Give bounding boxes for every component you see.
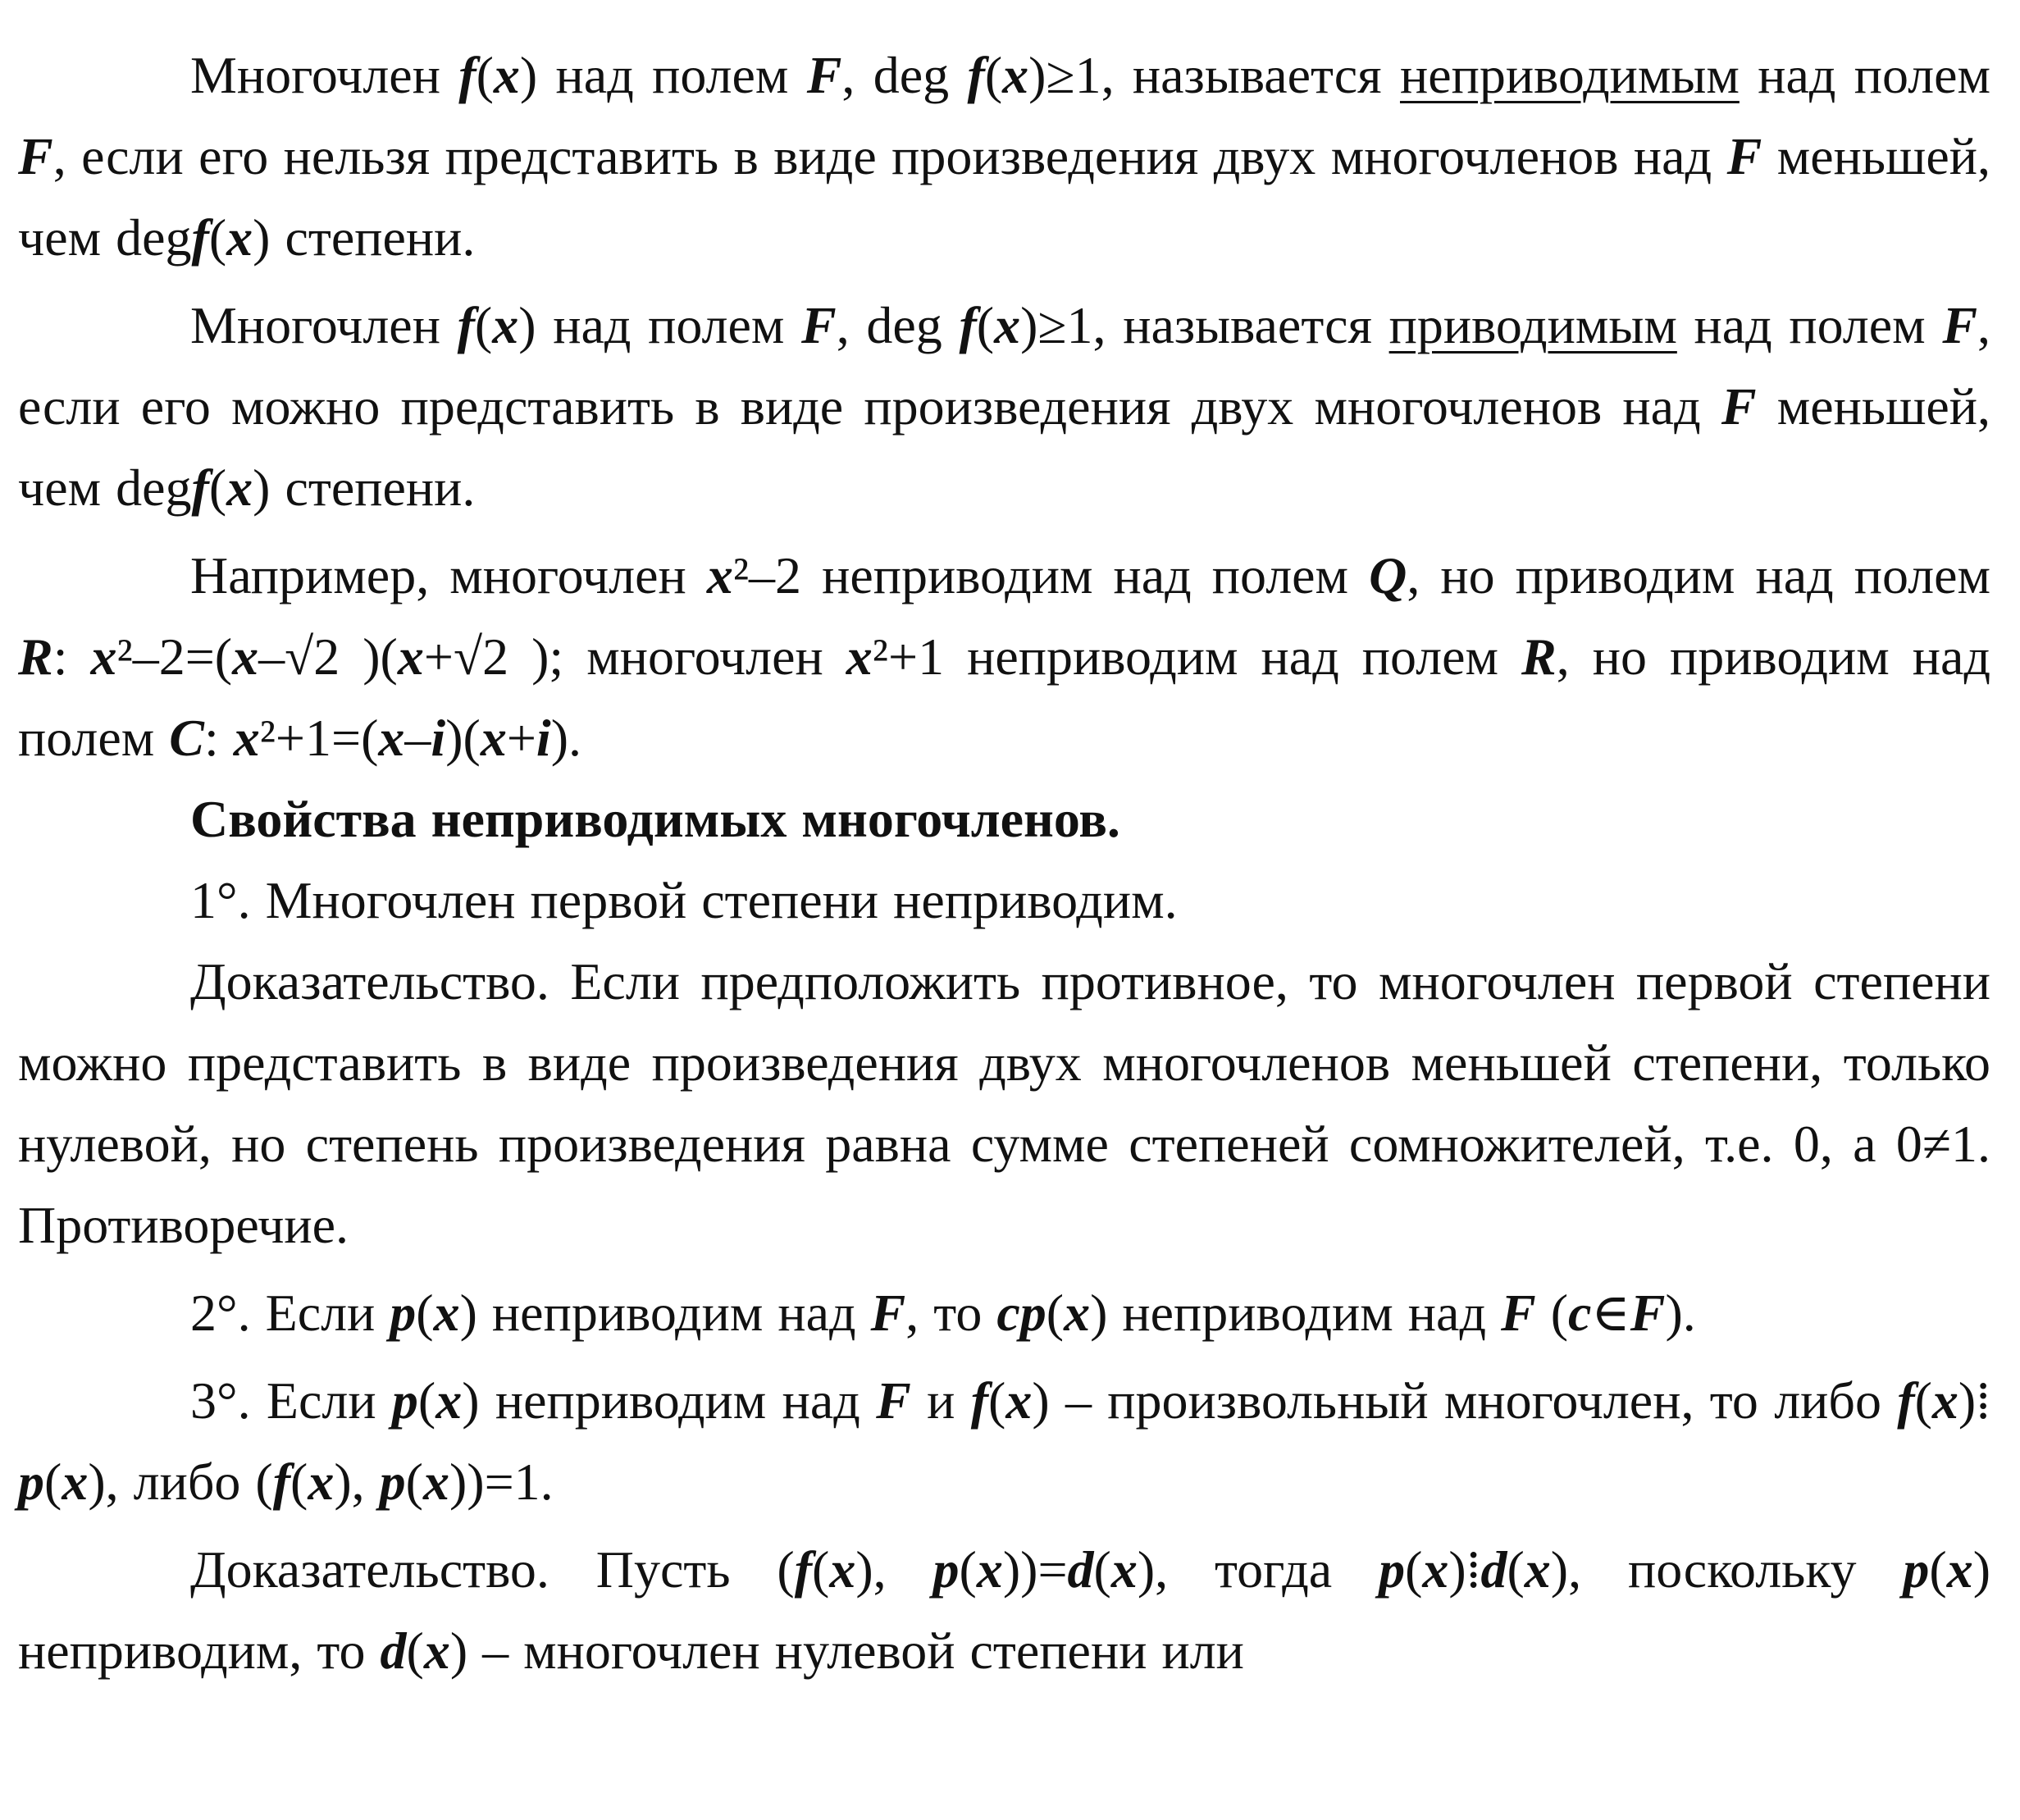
math-symbol: x bbox=[480, 709, 507, 767]
math-symbol: x bbox=[1002, 46, 1029, 104]
text: ). bbox=[1665, 1284, 1696, 1342]
text: ²–2=( bbox=[116, 627, 233, 686]
math-symbol: x bbox=[493, 46, 520, 104]
text: ), bbox=[334, 1453, 380, 1511]
text: : bbox=[52, 627, 91, 686]
math-symbol: x bbox=[492, 296, 519, 354]
math-symbol: Q bbox=[1369, 546, 1407, 604]
math-symbol: F bbox=[18, 127, 53, 185]
text: ( bbox=[208, 208, 227, 267]
text: , deg bbox=[836, 296, 960, 354]
math-symbol: R bbox=[18, 627, 53, 686]
math-symbol: F bbox=[876, 1371, 911, 1430]
math-symbol: x bbox=[1946, 1540, 1973, 1599]
text: 3°. Если bbox=[190, 1371, 392, 1430]
math-symbol: x bbox=[1064, 1284, 1091, 1342]
math-symbol: x bbox=[1005, 1371, 1033, 1430]
text: ( bbox=[1405, 1540, 1423, 1599]
text: над полем bbox=[1676, 296, 1943, 354]
math-symbol: x bbox=[226, 208, 253, 267]
text: ( bbox=[1093, 1540, 1111, 1599]
text: Многочлен bbox=[190, 46, 459, 104]
math-symbol: x bbox=[1110, 1540, 1138, 1599]
paragraph-definition-reducible bbox=[18, 285, 1990, 528]
text: + bbox=[506, 709, 536, 767]
proof-1: Доказательство. Если предположить противное, то многочлен первой степени можно представить в виде произведения двух многочленов меньшей степени, только нулевой, но степень произведения равна сумме степеней сомножителей, т.е. 0, а 0≠1. Противоречие. bbox=[18, 952, 1990, 1254]
math-symbol: p bbox=[1903, 1540, 1930, 1599]
text: )⁞ bbox=[1958, 1371, 1991, 1430]
math-symbol: d bbox=[380, 1622, 407, 1680]
text: ( bbox=[812, 1540, 830, 1599]
math-symbol: F bbox=[870, 1284, 906, 1342]
text: , то bbox=[905, 1284, 997, 1342]
math-symbol: p bbox=[391, 1371, 418, 1430]
math-symbol: x bbox=[226, 458, 253, 517]
text: ), либо ( bbox=[88, 1453, 273, 1511]
paragraph-definition-irreducible bbox=[18, 34, 1990, 278]
text: меньшей, чем deg bbox=[18, 377, 1991, 517]
text: ∈ bbox=[1591, 1284, 1630, 1342]
math-symbol: x bbox=[378, 709, 405, 767]
text: ) неприводим над bbox=[1090, 1284, 1501, 1342]
math-symbol: x bbox=[994, 296, 1021, 354]
text: ) над полем bbox=[519, 46, 807, 104]
math-symbol: f bbox=[967, 46, 985, 104]
text: ( bbox=[1046, 1284, 1065, 1342]
text: , но приводим над полем bbox=[1407, 546, 1991, 604]
text: ), тогда bbox=[1137, 1540, 1379, 1599]
math-symbol: x bbox=[1422, 1540, 1449, 1599]
math-symbol: cp bbox=[996, 1284, 1046, 1342]
text: ) над полем bbox=[518, 296, 802, 354]
text: Доказательство. Пусть ( bbox=[190, 1540, 795, 1599]
math-symbol: f bbox=[959, 296, 977, 354]
text: ( bbox=[476, 46, 494, 104]
text: ( bbox=[417, 1371, 436, 1430]
text: ( bbox=[416, 1284, 434, 1342]
math-symbol: x bbox=[308, 1453, 335, 1511]
math-symbol: x bbox=[976, 1540, 1003, 1599]
text: ( bbox=[1535, 1284, 1568, 1342]
math-symbol: x bbox=[422, 1453, 449, 1511]
math-symbol: i bbox=[536, 709, 551, 767]
text: Например, многочлен bbox=[190, 546, 707, 604]
math-symbol: x bbox=[232, 627, 259, 686]
math-symbol: f bbox=[1897, 1371, 1915, 1430]
math-symbol: F bbox=[1630, 1284, 1666, 1342]
math-symbol: x bbox=[62, 1453, 89, 1511]
text: ( bbox=[208, 458, 227, 517]
text: )≥1, называется bbox=[1028, 46, 1400, 104]
math-symbol: d bbox=[1480, 1540, 1507, 1599]
math-symbol: x bbox=[1931, 1371, 1958, 1430]
math-symbol: f bbox=[191, 458, 209, 517]
text: ) неприводим над bbox=[462, 1371, 877, 1430]
math-symbol: F bbox=[1942, 296, 1978, 354]
math-symbol: f bbox=[458, 46, 477, 104]
text: ( bbox=[406, 1622, 424, 1680]
property-1: 1°. Многочлен первой степени неприводим. bbox=[190, 871, 1178, 929]
text: ) неприводим, то bbox=[18, 1540, 1991, 1680]
text: ) неприводим над bbox=[459, 1284, 871, 1342]
math-symbol: p bbox=[390, 1284, 417, 1342]
text: 2°. Если bbox=[190, 1284, 390, 1342]
math-symbol: p bbox=[932, 1540, 960, 1599]
math-symbol: F bbox=[1721, 377, 1757, 436]
math-symbol: x bbox=[846, 627, 873, 686]
math-symbol: f bbox=[794, 1540, 813, 1599]
math-symbol: f bbox=[272, 1453, 290, 1511]
text: ( bbox=[988, 1371, 1006, 1430]
text: , если его нельзя представить в виде произведения двух многочленов над bbox=[52, 127, 1727, 185]
text: ( bbox=[1929, 1540, 1947, 1599]
math-symbol: F bbox=[806, 46, 842, 104]
math-symbol: f bbox=[457, 296, 475, 354]
text: ( bbox=[976, 296, 995, 354]
math-symbol: i bbox=[431, 709, 446, 767]
text: ))=1. bbox=[449, 1453, 554, 1511]
text: меньшей, чем deg bbox=[18, 127, 1991, 267]
math-symbol: f bbox=[970, 1371, 989, 1430]
text: ( bbox=[474, 296, 493, 354]
text: ), поскольку bbox=[1550, 1540, 1904, 1599]
text: : bbox=[203, 709, 234, 767]
text: )≥1, называется bbox=[1020, 296, 1389, 354]
text: ( bbox=[984, 46, 1003, 104]
math-symbol: x bbox=[829, 1540, 856, 1599]
text: ))= bbox=[1002, 1540, 1068, 1599]
text: +√2 ); многочлен bbox=[423, 627, 846, 686]
math-symbol: F bbox=[1726, 127, 1762, 185]
text: и bbox=[910, 1371, 971, 1430]
math-symbol: x bbox=[397, 627, 424, 686]
text: )( bbox=[445, 709, 481, 767]
math-symbol: p bbox=[379, 1453, 406, 1511]
text: ²–2 неприводим над полем bbox=[732, 546, 1370, 604]
text: ²+1=( bbox=[259, 709, 379, 767]
property-2 bbox=[18, 1272, 1990, 1353]
math-symbol: c bbox=[1568, 1284, 1592, 1342]
property-3 bbox=[18, 1360, 1990, 1522]
text: ) – произвольный многочлен, то либо bbox=[1032, 1371, 1898, 1430]
math-symbol: p bbox=[18, 1453, 44, 1511]
text: над полем bbox=[1739, 46, 1991, 104]
math-symbol: f bbox=[191, 208, 209, 267]
text: ) степени. bbox=[253, 458, 476, 517]
text: Многочлен bbox=[190, 296, 458, 354]
defined-term-irreducible: неприводимым bbox=[1399, 46, 1740, 104]
text: ) – многочлен нулевой степени или bbox=[449, 1622, 1244, 1680]
math-symbol: F bbox=[1501, 1284, 1536, 1342]
text: )⁞ bbox=[1448, 1540, 1481, 1599]
math-symbol: x bbox=[435, 1371, 463, 1430]
text: ). bbox=[550, 709, 581, 767]
text: ) степени. bbox=[253, 208, 476, 267]
math-symbol: F bbox=[801, 296, 837, 354]
math-symbol: x bbox=[706, 546, 733, 604]
math-symbol: x bbox=[433, 1284, 460, 1342]
section-heading: Свойства неприводимых многочленов. bbox=[190, 790, 1120, 848]
text: ( bbox=[290, 1453, 308, 1511]
math-symbol: p bbox=[1379, 1540, 1406, 1599]
math-symbol: x bbox=[90, 627, 117, 686]
text: – bbox=[404, 709, 431, 767]
text: ( bbox=[1914, 1371, 1932, 1430]
text: ), bbox=[855, 1540, 933, 1599]
math-symbol: R bbox=[1521, 627, 1557, 686]
math-symbol: x bbox=[1524, 1540, 1551, 1599]
text: ( bbox=[959, 1540, 977, 1599]
text: ( bbox=[1507, 1540, 1525, 1599]
text: ( bbox=[44, 1453, 62, 1511]
paragraph-example bbox=[18, 535, 1990, 778]
text: ²+1 неприводим над полем bbox=[872, 627, 1522, 686]
text: , но приводим над полем bbox=[18, 627, 1991, 767]
math-symbol: x bbox=[423, 1622, 450, 1680]
text: , если его можно представить в виде произведения двух многочленов над bbox=[18, 296, 1991, 436]
text: –√2 )( bbox=[258, 627, 398, 686]
text: , deg bbox=[841, 46, 968, 104]
math-symbol: x bbox=[233, 709, 260, 767]
math-symbol: C bbox=[169, 709, 204, 767]
defined-term-reducible: приводимым bbox=[1388, 296, 1677, 354]
text: ( bbox=[405, 1453, 423, 1511]
proof-3 bbox=[18, 1529, 1990, 1691]
math-symbol: d bbox=[1067, 1540, 1094, 1599]
